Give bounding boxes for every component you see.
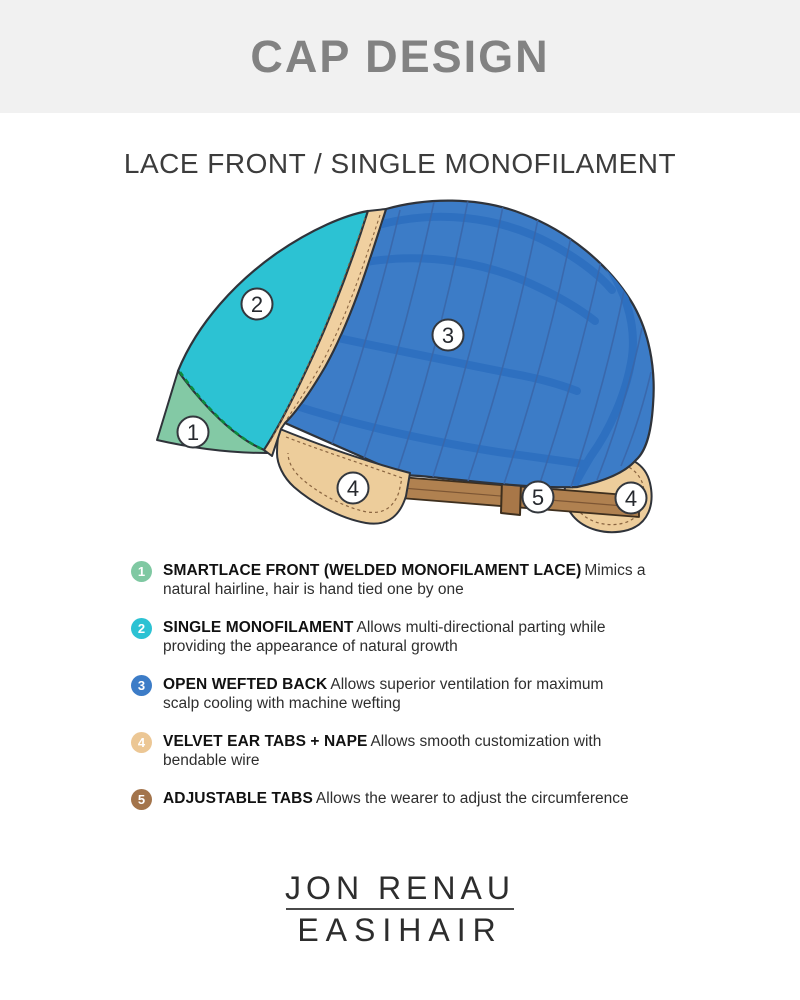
legend-item-single-monofilament	[131, 618, 711, 656]
brand-divider	[286, 908, 514, 910]
page-title: CAP DESIGN	[250, 30, 550, 82]
callout-4-nape	[616, 483, 647, 514]
legend-item-open-wefted-back	[131, 675, 711, 713]
svg-text:5: 5	[531, 485, 545, 510]
callout-5	[523, 482, 554, 513]
brand-name-bottom: EASIHAIR	[297, 912, 503, 948]
cap-subtitle: LACE FRONT / SINGLE MONOFILAMENT	[123, 148, 677, 179]
legend-badge-4: 4	[131, 732, 152, 753]
legend-item-smartlace-front	[131, 561, 711, 599]
brand-logo	[0, 872, 800, 946]
legend-text: SINGLE MONOFILAMENT Allows multi-directional parting while providing the appearance of natural growth	[163, 619, 606, 655]
legend	[131, 561, 711, 829]
svg-text:4: 4	[624, 486, 638, 511]
callout-1	[178, 417, 209, 448]
svg-text:4: 4	[346, 476, 360, 501]
legend-text: ADJUSTABLE TABS Allows the wearer to adjust the circumference	[163, 790, 629, 807]
legend-text: SMARTLACE FRONT (WELDED MONOFILAMENT LACE) Mimics a natural hairline, hair is hand tied one by one	[163, 562, 646, 598]
legend-text: OPEN WEFTED BACK Allows superior ventilation for maximum scalp cooling with machine wefting	[163, 676, 604, 712]
legend-badge-3: 3	[131, 675, 152, 696]
legend-badge-5: 5	[131, 789, 152, 810]
legend-item-velvet-ear-tabs	[131, 732, 711, 770]
svg-text:2: 2	[250, 292, 264, 317]
callout-3	[433, 320, 464, 351]
callout-2	[242, 289, 273, 320]
brand-name-top: JON RENAU	[285, 870, 515, 906]
legend-badge-2: 2	[131, 618, 152, 639]
callout-4-ear	[338, 473, 369, 504]
legend-text: VELVET EAR TABS + NAPE Allows smooth customization with bendable wire	[163, 733, 602, 769]
svg-text:1: 1	[186, 420, 200, 445]
legend-badge-1: 1	[131, 561, 152, 582]
svg-text:3: 3	[441, 323, 455, 348]
legend-item-adjustable-tabs	[131, 789, 711, 810]
